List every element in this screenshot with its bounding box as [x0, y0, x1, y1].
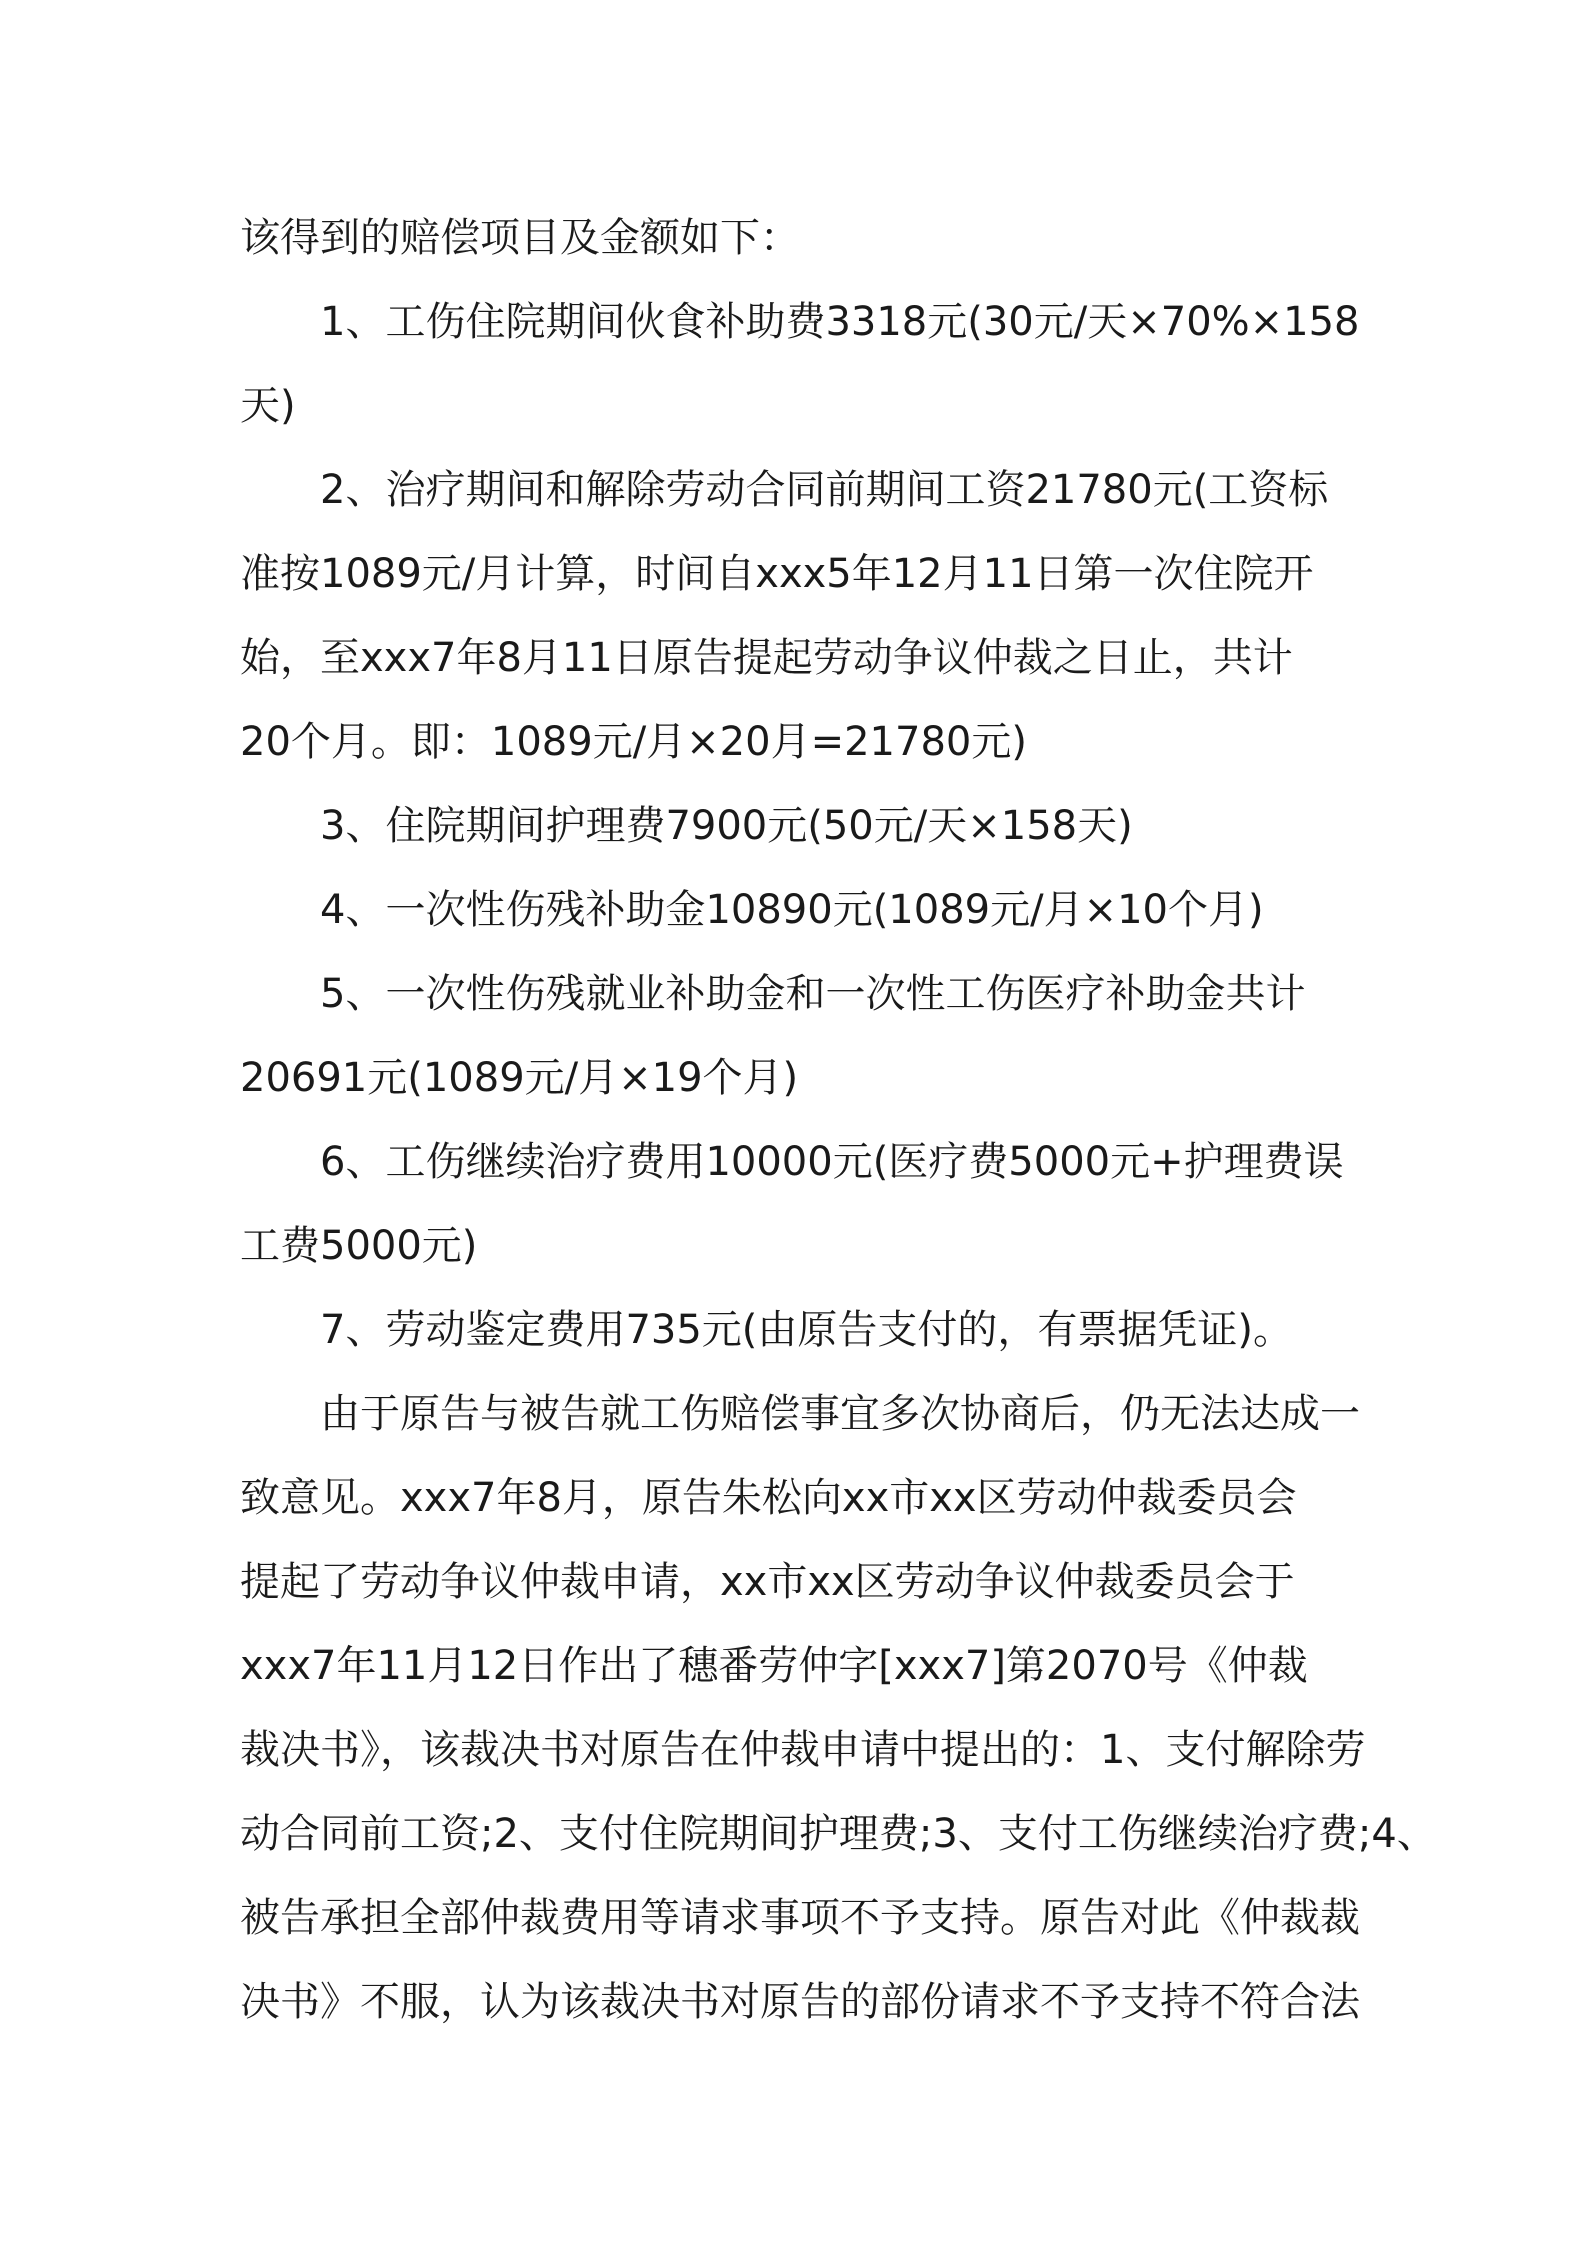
text-line: 由于原告与被告就工伤赔偿事宜多次协商后，仍无法达成一 — [320, 1391, 1360, 1437]
text-line: 6、工伤继续治疗费用10000元(医疗费5000元+护理费误 — [320, 1139, 1344, 1185]
text-line: 决书》不服，认为该裁决书对原告的部份请求不予支持不符合法 — [240, 1979, 1360, 2025]
text-line: 天) — [240, 383, 296, 429]
text-line: 致意见。xxx7年8月，原告朱松向xx市xx区劳动仲裁委员会 — [240, 1475, 1297, 1521]
text-line: 20691元(1089元/月×19个月) — [240, 1055, 799, 1101]
text-line: 准按1089元/月计算，时间自xxx5年12月11日第一次住院开 — [240, 551, 1314, 597]
text-line: 20个月。即：1089元/月×20月=21780元) — [240, 719, 1027, 765]
text-line: xxx7年11月12日作出了穗番劳仲字[xxx7]第2070号《仲裁 — [240, 1643, 1308, 1689]
text-line: 裁决书》，该裁决书对原告在仲裁申请中提出的：1、支付解除劳 — [240, 1727, 1366, 1773]
text-line: 工费5000元) — [240, 1223, 478, 1269]
text-line: 始，至xxx7年8月11日原告提起劳动争议仲裁之日止，共计 — [240, 635, 1293, 681]
text-line: 提起了劳动争议仲裁申请，xx市xx区劳动争议仲裁委员会于 — [240, 1559, 1295, 1605]
text-line: 7、劳动鉴定费用735元(由原告支付的，有票据凭证)。 — [320, 1307, 1294, 1353]
text-line: 5、一次性伤残就业补助金和一次性工伤医疗补助金共计 — [320, 971, 1306, 1017]
text-line: 3、住院期间护理费7900元(50元/天×158天) — [320, 803, 1133, 849]
text-line: 2、治疗期间和解除劳动合同前期间工资21780元(工资标 — [320, 467, 1329, 513]
text-line: 该得到的赔偿项目及金额如下： — [240, 215, 800, 261]
text-line: 动合同前工资;2、支付住院期间护理费;3、支付工伤继续治疗费;4、 — [240, 1811, 1437, 1857]
text-line: 被告承担全部仲裁费用等请求事项不予支持。原告对此《仲裁裁 — [240, 1895, 1360, 1941]
text-line: 4、一次性伤残补助金10890元(1089元/月×10个月) — [320, 887, 1264, 933]
text-line: 1、工伤住院期间伙食补助费3318元(30元/天×70%×158 — [320, 299, 1360, 345]
document-body — [240, 196, 1437, 2044]
